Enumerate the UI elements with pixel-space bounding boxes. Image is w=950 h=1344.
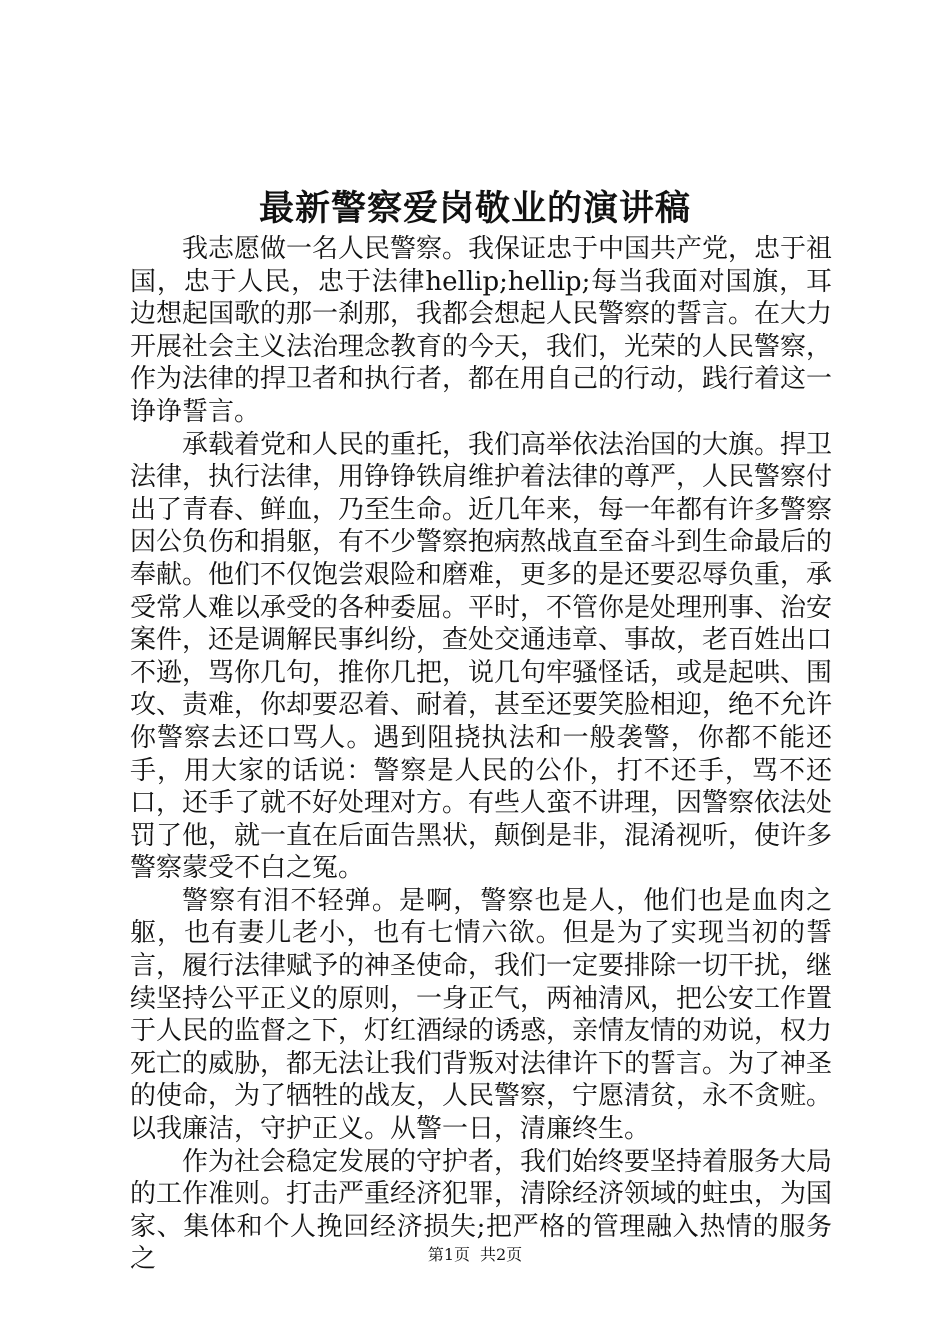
paragraph-3: 警察有泪不轻弹。是啊，警察也是人，他们也是血肉之躯，也有妻儿老小，也有七情六欲。但是为了实现当初的誓言，履行法律赋予的神圣使命，我们一定要排除一切干扰，继续坚持公平正义的原则，一身正气，两袖清风，把公安工作置于人民的监督之下，灯红酒绿的诱惑，亲情友情的劝说，权力死亡的威胁，都无法让我们背叛对法律许下的誓言。为了神圣的使命，为了牺牲的战友，人民警察，宁愿清贫，永不贪赃。以我廉洁，守护正义。从警一日，清廉终生。: [130, 885, 833, 1145]
page-footer: [0, 1243, 950, 1267]
document-body: [130, 233, 832, 1276]
document-title: 最新警察爱岗敬业的演讲稿: [258, 188, 691, 229]
paragraph-1: 我志愿做一名人民警察。我保证忠于中国共产党，忠于祖国，忠于人民，忠于法律hellip;hellip;每当我面对国旗，耳边想起国歌的那一刹那，我都会想起人民警察的誓言。在大力开展社会主义法治理念教育的今天，我们，光荣的人民警察，作为法律的捍卫者和执行者，都在用自己的行动，践行着这一诤诤誓言。: [130, 234, 833, 427]
paragraph-4: 作为社会稳定发展的守护者，我们始终要坚持着服务大局的工作准则。打击严重经济犯罪，清除经济领域的蛀虫，为国家、集体和个人挽回经济损失;把严格的管理融入热情的服务之: [130, 1146, 833, 1275]
page-number: 第1页: [427, 1245, 470, 1264]
page-total: 共2页: [480, 1245, 523, 1264]
paragraph-2: 承载着党和人民的重托，我们高举依法治国的大旗。捍卫法律，执行法律，用铮铮铁肩维护着法律的尊严，人民警察付出了青春、鲜血，乃至生命。近几年来，每一年都有许多警察因公负伤和捐躯，有不少警察抱病熬战直至奋斗到生命最后的奉献。他们不仅饱尝艰险和磨难，更多的是还要忍辱负重，承受常人难以承受的各种委屈。平时，不管你是处理刑事、治安案件，还是调解民事纠纷，查处交通违章、事故，老百姓出口不逊，骂你几句，推你几把，说几句牢骚怪话，或是起哄、围攻、责难，你却要忍着、耐着，甚至还要笑脸相迎，绝不允许你警察去还口骂人。遇到阻挠执法和一般袭警，你都不能还手，用大家的话说：警察是人民的公仆，打不还手，骂不还口，还手了就不好处理对方。有些人蛮不讲理，因警察依法处罚了他，就一直在后面告黑状，颠倒是非，混淆视听，使许多警察蒙受不白之冤。: [130, 429, 833, 884]
